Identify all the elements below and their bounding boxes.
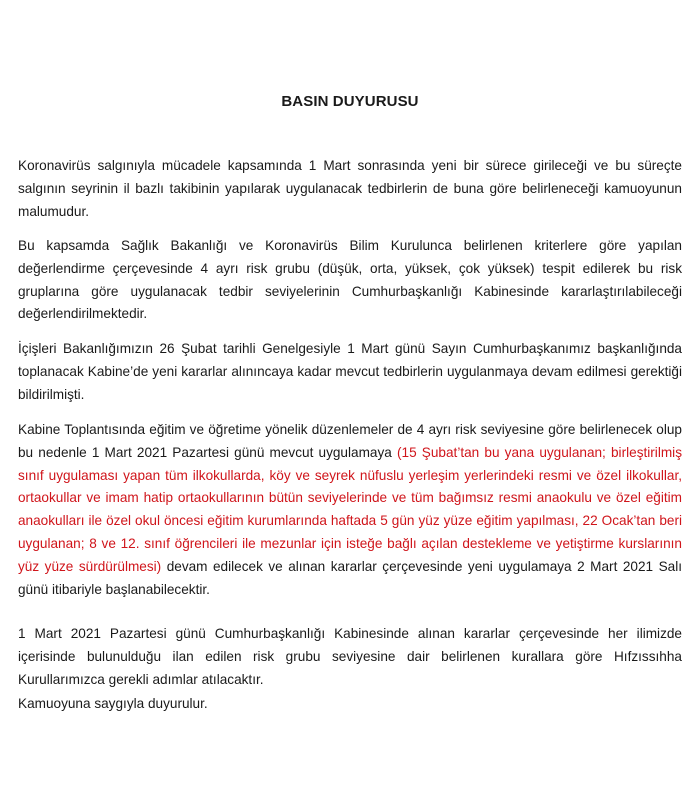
paragraph-3: İçişleri Bakanlığımızın 26 Şubat tarihli Genelgesiyle 1 Mart günü Sayın Cumhurbaşkanımız başkanlığında toplanacak Kabine’de yeni kararlar alınıncaya kadar mevcut tedbirlerin uygulanmaya devam edilmesi gerektiği bildirilmişti. <box>18 341 682 402</box>
paragraph-4-intro: Kabine Toplantısında eğitim ve öğretime yönelik düzenlemeler de 4 ayrı risk seviyesine göre belirlenecek olup bu nedenle 1 Mart 2021 Pazartesi günü mevcut uygulamaya <box>18 422 682 460</box>
paragraph-2: Bu kapsamda Sağlık Bakanlığı ve Koronavirüs Bilim Kurulunca belirlenen kriterlere göre yapılan değerlendirme çerçevesinde 4 ayrı risk grubu (düşük, orta, yüksek, çok yüksek) tespit edilerek bu risk gruplarına göre uygulanacak tedbir seviyelerinin Cumhurbaşkanlığı Kabinesinde kararlaştırılabileceği değerlendirilmektedir. <box>18 238 682 322</box>
paragraph-4-ending: devam edilecek ve alınan kararlar çerçevesinde yeni uygulamaya 2 Mart 2021 Salı günü itibariyle başlanabilecektir. <box>18 558 683 597</box>
paragraph-5: 1 Mart 2021 Pazartesi günü Cumhurbaşkanlığı Kabinesinde alınan kararlar çerçevesinde her ilimizde içerisinde bulunulduğu ilan edilen risk grubu seviyesine dair belirlenen kurallara göre Hıfzıssıhha Kurullarımızca gerekli adımlar atılacaktır. <box>18 626 682 687</box>
closing-line: Kamuoyuna saygıyla duyurulur. <box>18 696 208 711</box>
paragraph-1: Koronavirüs salgınıyla mücadele kapsamında 1 Mart sonrasında yeni bir sürece girileceği ve bu süreçte salgının seyrinin il bazlı takibinin yapılarak uygulanacak tedbirlerin de buna göre belirleneceği kamuoyunun malumudur. <box>18 158 682 219</box>
paragraph-4 <box>18 419 682 601</box>
paragraph-4-highlight: (15 Şubat’tan bu yana uygulanan; birleştirilmiş sınıf uygulaması yapan tüm ilkokullarda, köy ve seyrek nüfuslu yerleşim yerlerindeki resmi ve özel ilkokullar, ortaokullar ve imam hatip ortaokullarının bütün seviyelerinde ve tüm bağımsız resmi anaokulu ve özel eğitim anaokulları ile özel okul öncesi eğitim kurumlarında haftada 5 gün yüz yüze eğitim yapılması, 22 Ocak’tan beri uygulanan; 8 ve 12. sınıf öğrencileri ile mezunlar için isteğe bağlı açılan destekleme ve yetiştirme kurslarının yüz yüze sürdürülmesi) <box>18 444 682 574</box>
document-title: BASIN DUYURUSU <box>281 93 419 110</box>
